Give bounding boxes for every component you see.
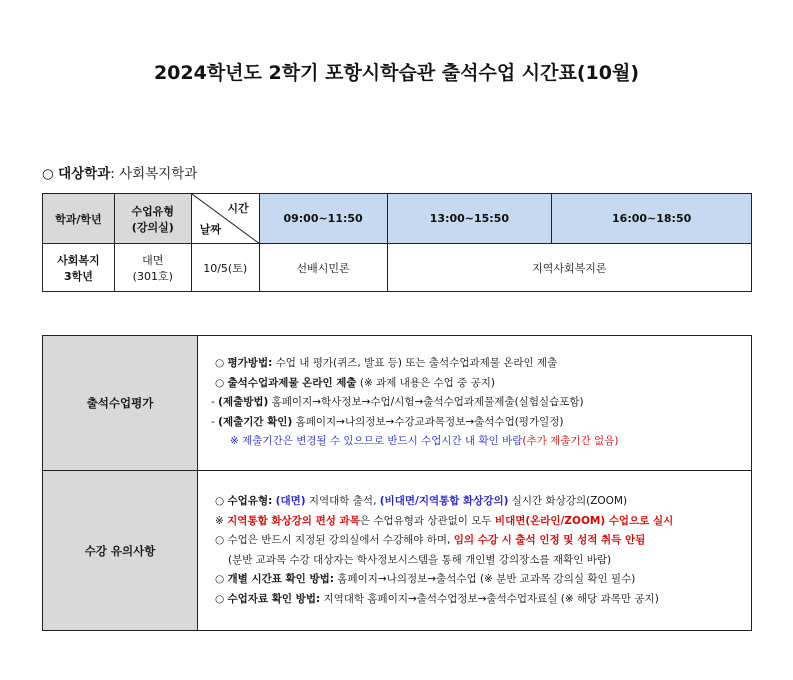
row-course-1: 선배시민론 [259, 244, 387, 292]
notice-row [43, 471, 752, 631]
header-diagonal-cell [191, 194, 259, 244]
target-department-label: 대상학과 [58, 166, 111, 182]
header-class-type-line1: 수업유형 [131, 204, 175, 218]
info-table [42, 335, 752, 631]
notice-line-1: ○ 수업유형: (대면) 지역대학 출석, (비대면/지역통합 화상강의) 실시간 화상강의(ZOOM) [215, 495, 628, 507]
evaluation-line-1: ○ 평가방법: 수업 내 평가(퀴즈, 발표 등) 또는 출석수업과제물 온라인 제출 [215, 357, 558, 370]
reference-mark: ※ [215, 514, 224, 527]
row-class-type [114, 244, 191, 292]
page-title: 2024학년도 2학기 포항시학습관 출석수업 시간표(10월) [153, 62, 640, 84]
notice-line-6: ○ 수업자료 확인 방법: 지역대학 홈페이지→출석수업정보→출석수업자료실 (※ 해당 과목만 공지) [215, 592, 659, 605]
evaluation-content [198, 336, 752, 471]
row-date: 10/5(토) [191, 244, 259, 292]
header-slot-1: 09:00~11:50 [259, 194, 387, 244]
notice-line-2: ※ 지역통합 화상강의 편성 과목은 수업유형과 상관없이 모두 비대면(온라인/ZOOM) 수업으로 실시 [215, 514, 674, 527]
header-time-label: 시간 [227, 202, 249, 215]
schedule-table [42, 193, 752, 292]
dash-icon: - [211, 396, 215, 409]
schedule-row [43, 244, 752, 292]
row-year: 3학년 [63, 269, 93, 283]
notice-content [198, 471, 752, 631]
target-department-value: 사회복지학과 [119, 166, 198, 182]
bullet-icon: ○ [215, 357, 225, 370]
evaluation-line-3: - (제출방법) 홈페이지→학사정보→수업/시험→출석수업과제물제출(실험실습포함) [211, 396, 584, 409]
header-date-label: 날짜 [199, 223, 221, 236]
colon: : [110, 166, 115, 182]
notice-line-3: ○ 수업은 반드시 지정된 강의실에서 수강해야 하며, 임의 수강 시 출석 인정 및 성적 취득 안됨 [215, 534, 646, 546]
header-slot-2: 13:00~15:50 [387, 194, 552, 244]
bullet-icon: ○ [215, 592, 225, 605]
evaluation-line-2: ○ 출석수업과제물 온라인 제출 (※ 과제 내용은 수업 중 공지) [215, 376, 495, 389]
evaluation-line-4: - (제출기간 확인) 홈페이지→나의정보→수강교과목정보→출석수업(평가일정) [211, 415, 564, 428]
bullet-icon: ○ [215, 495, 225, 507]
bullet-icon: ○ [215, 534, 225, 546]
notice-line-4: (분반 교과목 수강 대상자는 학사정보시스템을 통해 개인별 강의장소를 재확인 바람) [228, 553, 612, 566]
schedule-header-row [43, 194, 752, 244]
evaluation-row [43, 336, 752, 471]
evaluation-line-5: ※ 제출기간은 변경될 수 있으므로 반드시 수업시간 내 확인 바람(추가 제출기간 없음) [230, 435, 619, 448]
bullet-icon: ○ [215, 573, 225, 585]
row-class-type-line1: 대면 [142, 253, 164, 267]
row-dept-year [43, 244, 115, 292]
header-dept-year: 학과/학년 [43, 194, 115, 244]
dash-icon: - [211, 415, 215, 428]
header-class-type [114, 194, 191, 244]
notice-label: 수강 유의사항 [43, 471, 198, 631]
header-slot-3: 16:00~18:50 [552, 194, 752, 244]
row-class-type-line2: (301호) [132, 269, 173, 283]
bullet-icon: ○ [215, 376, 225, 389]
row-course-2: 지역사회복지론 [387, 244, 751, 292]
evaluation-label: 출석수업평가 [43, 336, 198, 471]
row-dept: 사회복지 [57, 253, 100, 267]
notice-line-5: ○ 개별 시간표 확인 방법: 홈페이지→나의정보→출석수업 (※ 분반 교과목 강의실 확인 필수) [215, 573, 636, 585]
header-class-type-line2: (강의실) [131, 220, 174, 234]
bullet-icon: ○ [42, 166, 54, 182]
target-department [42, 162, 197, 182]
